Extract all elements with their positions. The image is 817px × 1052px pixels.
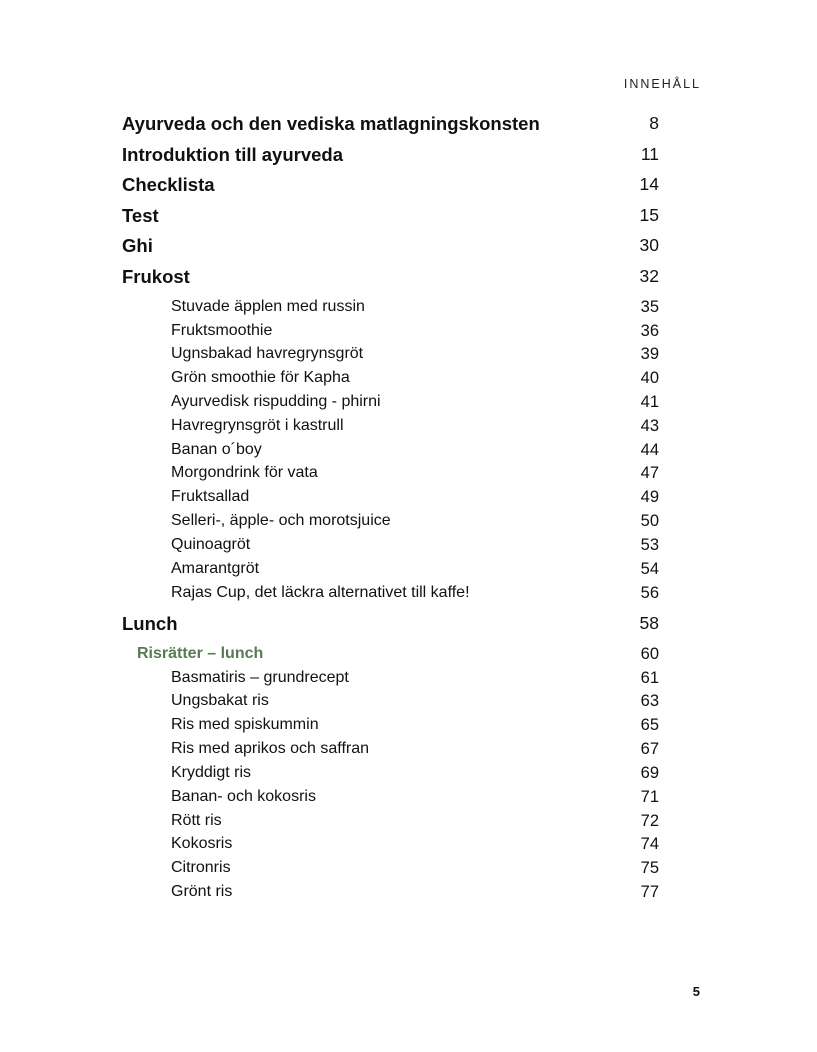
toc-recipe [0, 883, 817, 907]
toc-entry-label: Quinoagröt [171, 536, 251, 553]
toc-entry-page: 58 [639, 613, 659, 633]
toc-entry-label: Citronris [171, 859, 231, 876]
toc-entry-label: Selleri-, äpple- och morotsjuice [171, 512, 391, 529]
toc-recipe [0, 393, 817, 417]
toc-entry-page: 72 [640, 812, 659, 830]
toc-entry-page: 71 [640, 788, 659, 806]
toc-entry-page: 65 [640, 716, 659, 734]
toc-entry-page: 61 [640, 669, 659, 687]
toc-recipe [0, 322, 817, 346]
toc-entry-label: Test [122, 205, 159, 226]
toc-recipe [0, 417, 817, 441]
toc-entry-page: 14 [639, 174, 659, 194]
toc-entry-label: Banan- och kokosris [171, 788, 316, 805]
toc-entry-page: 36 [640, 322, 659, 340]
toc-recipe [0, 441, 817, 465]
toc-recipe [0, 369, 817, 393]
toc-entry-page: 41 [640, 393, 659, 411]
toc-subsection [0, 645, 817, 669]
toc-entry-page: 40 [640, 369, 659, 387]
toc-entry-page: 50 [640, 512, 659, 530]
toc-entry-label: Grön smoothie för Kapha [171, 369, 350, 386]
toc-recipe [0, 740, 817, 764]
toc-entry-label: Rajas Cup, det läckra alternativet till kaffe! [171, 584, 470, 601]
toc-entry-label: Havregrynsgröt i kastrull [171, 417, 344, 434]
toc-entry-page: 39 [640, 345, 659, 363]
toc-entry-page: 30 [639, 235, 659, 255]
toc-entry-label: Frukost [122, 266, 190, 287]
toc-entry-page: 47 [640, 464, 659, 482]
page-number: 5 [692, 984, 700, 999]
toc-entry-label: Fruktsmoothie [171, 322, 273, 339]
toc-chapter [0, 235, 817, 259]
toc-entry-label: Stuvade äpplen med russin [171, 298, 365, 315]
toc-recipe [0, 464, 817, 488]
toc-recipe [0, 345, 817, 369]
toc-entry-label: Ayurvedisk rispudding - phirni [171, 393, 381, 410]
toc-recipe [0, 298, 817, 322]
toc-entry-page: 75 [640, 859, 659, 877]
toc-chapter [0, 144, 817, 168]
toc-entry-page: 56 [640, 584, 659, 602]
toc-chapter [0, 205, 817, 229]
toc-recipe [0, 584, 817, 608]
toc-entry-page: 32 [639, 266, 659, 286]
toc-recipe [0, 669, 817, 693]
toc-entry-label: Lunch [122, 613, 178, 634]
toc-recipe [0, 764, 817, 788]
toc-entry-page: 44 [640, 441, 659, 459]
toc-entry-page: 60 [640, 645, 659, 663]
toc-entry-label: Ayurveda och den vediska matlagningskonsten [122, 113, 540, 134]
toc-entry-label: Fruktsallad [171, 488, 250, 505]
toc-entry-label: Basmatiris – grundrecept [171, 669, 349, 686]
toc-entry-page: 77 [640, 883, 659, 901]
toc-recipe [0, 812, 817, 836]
toc-chapter [0, 266, 817, 290]
toc-entry-label: Morgondrink för vata [171, 464, 318, 481]
toc-entry-label: Banan o´boy [171, 441, 262, 458]
toc-recipe [0, 512, 817, 536]
toc-entry-page: 49 [640, 488, 659, 506]
toc-recipe [0, 859, 817, 883]
toc-entry-label: Ghi [122, 235, 153, 256]
toc-entry-label: Grönt ris [171, 883, 233, 900]
toc-entry-page: 11 [640, 144, 659, 164]
toc-entry-page: 74 [640, 835, 659, 853]
toc-entry-label: Kryddigt ris [171, 764, 252, 781]
toc-recipe [0, 488, 817, 512]
toc-entry-label: Rött ris [171, 812, 222, 829]
toc-recipe [0, 536, 817, 560]
toc-chapter [0, 174, 817, 198]
toc-chapter [0, 113, 817, 137]
toc-entry-label: Ungsbakat ris [171, 692, 269, 709]
toc-recipe [0, 716, 817, 740]
toc-chapter [0, 613, 817, 637]
toc-recipe [0, 692, 817, 716]
toc-recipe [0, 560, 817, 584]
toc-entry-page: 54 [640, 560, 659, 578]
section-header: INNEHÅLL [623, 77, 701, 91]
toc-entry-label: Ris med aprikos och saffran [171, 740, 370, 757]
toc-recipe [0, 788, 817, 812]
toc-entry-page: 67 [640, 740, 659, 758]
toc-entry-label: Introduktion till ayurveda [122, 144, 343, 165]
toc-entry-page: 63 [640, 692, 659, 710]
toc-entry-label: Risrätter – lunch [137, 645, 264, 662]
toc-entry-page: 35 [640, 298, 659, 316]
toc-entry-page: 8 [649, 113, 659, 133]
toc-entry-label: Ris med spiskummin [171, 716, 319, 733]
toc-entry-page: 43 [640, 417, 659, 435]
toc-entry-page: 15 [639, 205, 659, 225]
toc-entry-label: Ugnsbakad havregrynsgröt [171, 345, 364, 362]
toc-entry-page: 69 [640, 764, 659, 782]
toc-recipe [0, 835, 817, 859]
toc-entry-page: 53 [640, 536, 659, 554]
toc-entry-label: Amarantgröt [171, 560, 260, 577]
toc-entry-label: Checklista [122, 174, 215, 195]
toc-entry-label: Kokosris [171, 835, 233, 852]
